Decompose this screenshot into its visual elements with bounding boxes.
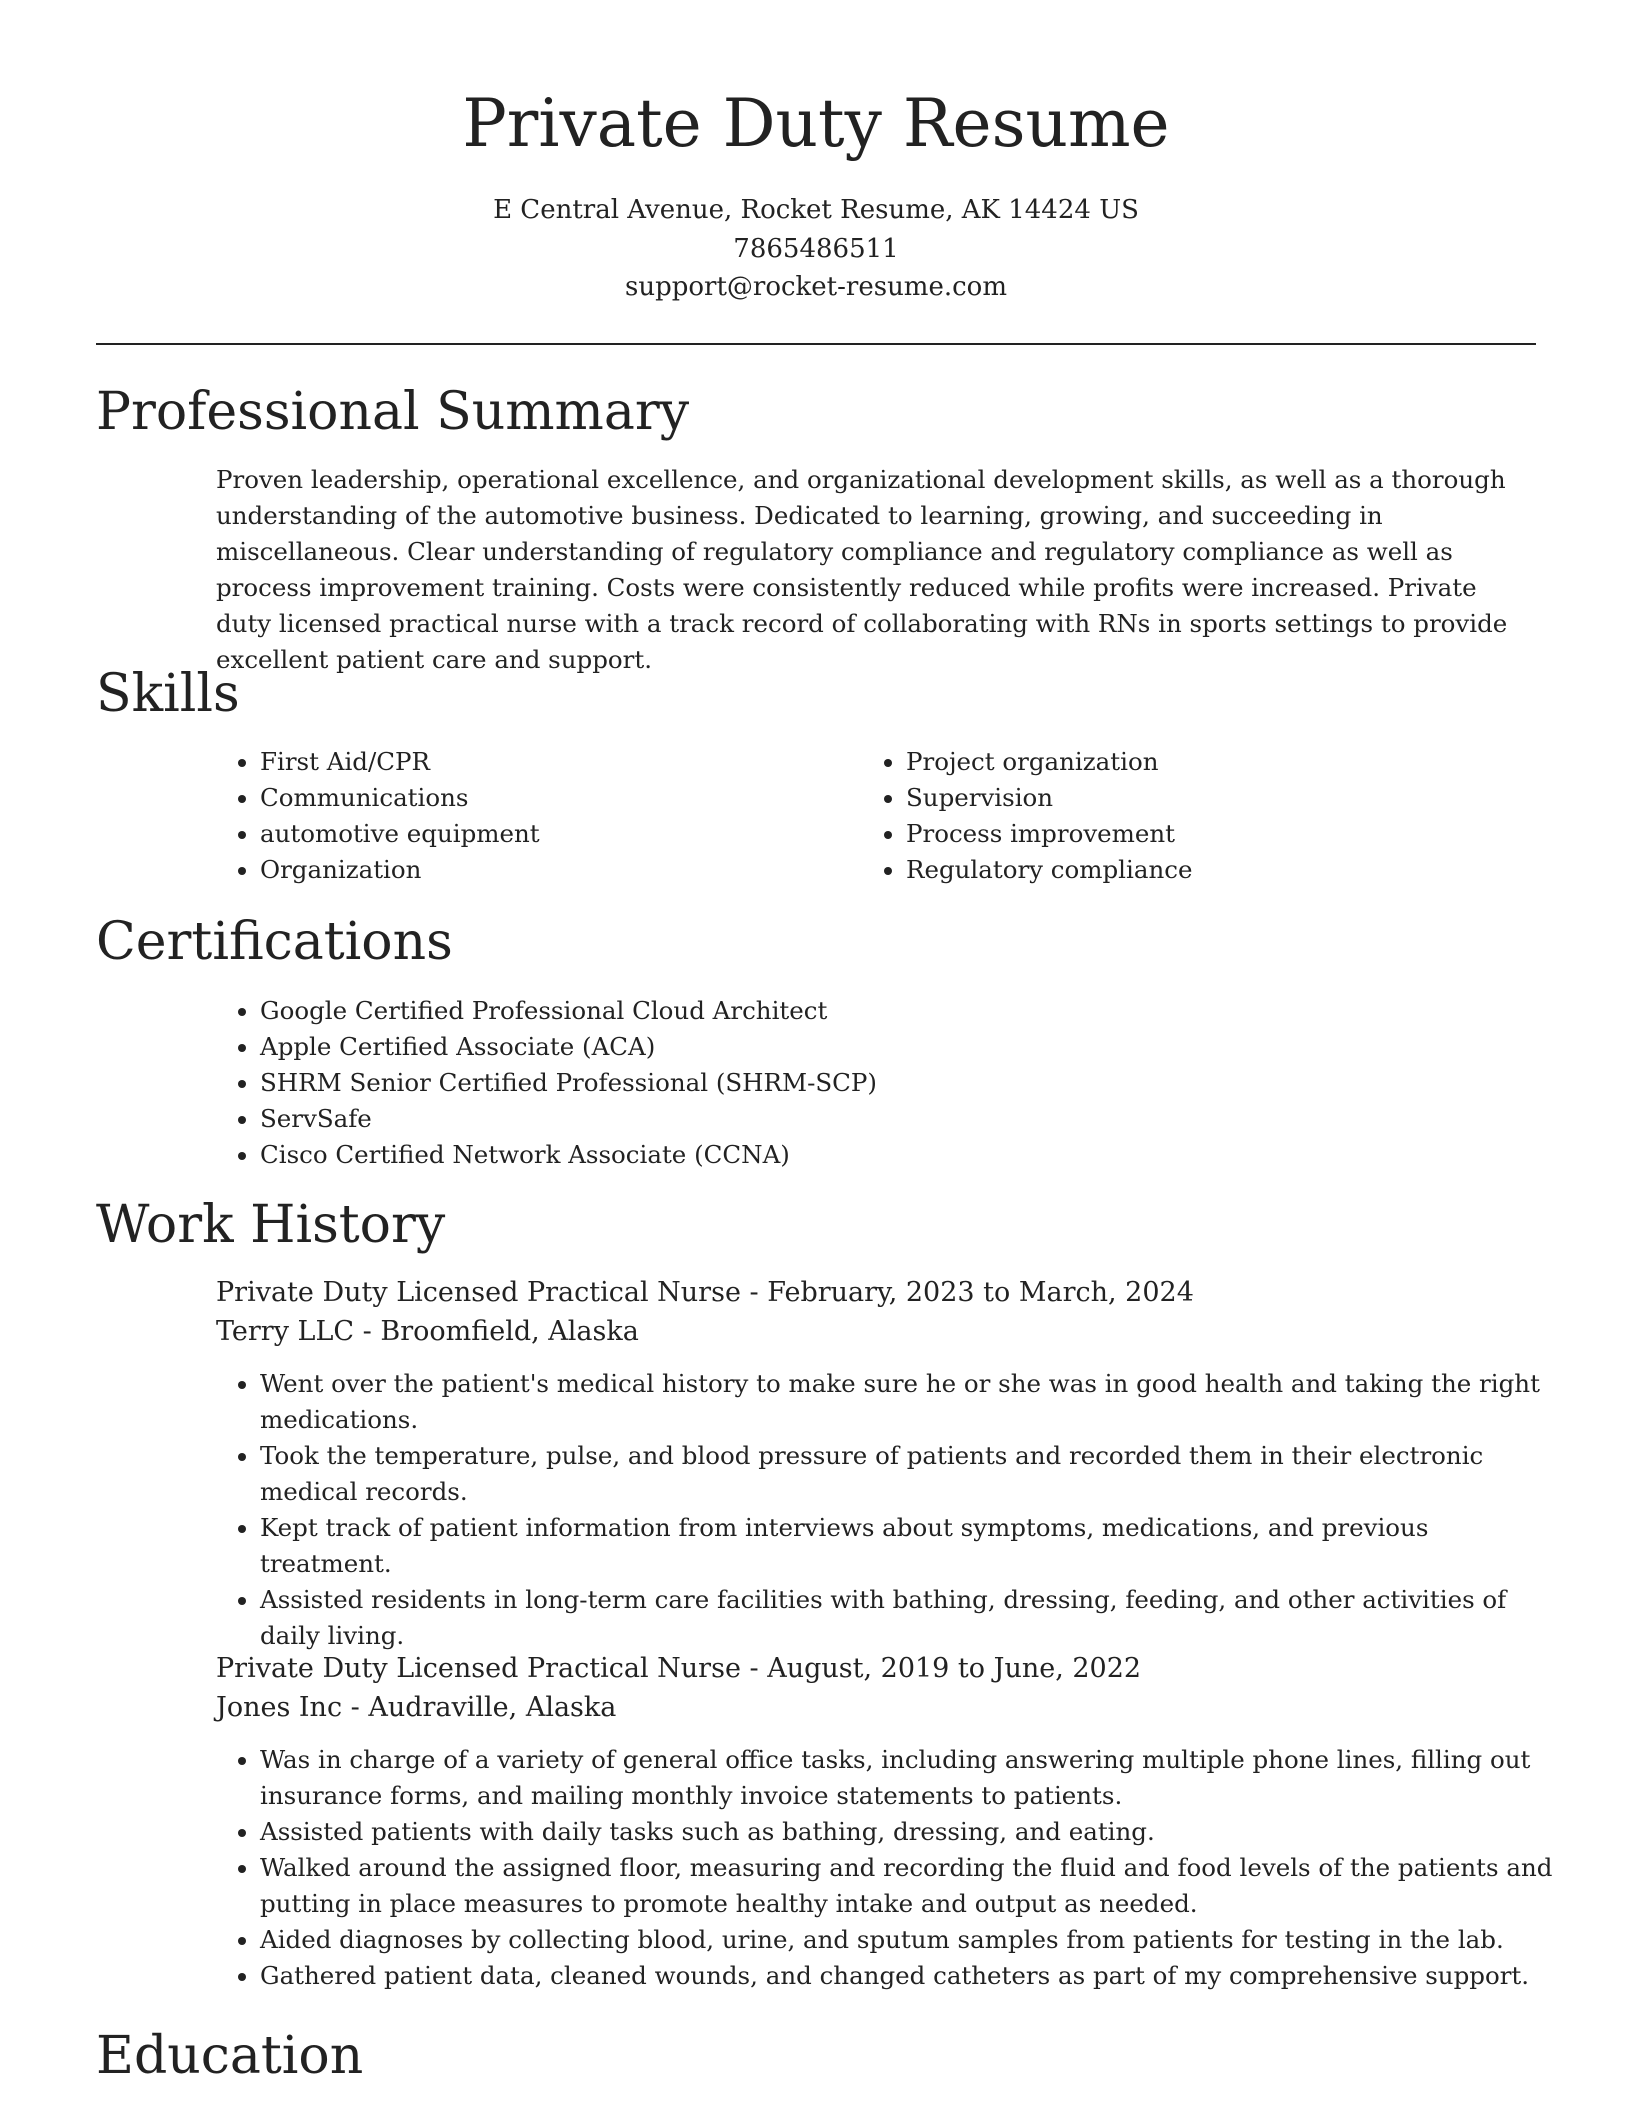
certification-item: • SHRM Senior Certified Professional (SHRM-SCP) — [260, 1065, 1560, 1101]
job-bullet: • Took the temperature, pulse, and blood pressure of patients and recorded them in their electronic medical records. — [260, 1438, 1560, 1510]
skill-item: • First Aid/CPR — [260, 744, 820, 780]
skills-list-right — [862, 744, 1466, 888]
job-bullets — [216, 1742, 1560, 1994]
resume-name: Private Duty Resume — [462, 85, 1170, 162]
summary-text: Proven leadership, operational excellence, and organizational development skills, as well as a thorough understanding of the automotive business. Dedicated to learning, growing, and succeeding in miscellaneous. Clear understanding of regulatory compliance and regulatory compliance as well as process improvement training. Costs were consistently reduced while profits were increased. Private duty licensed practical nurse with a track record of collaborating with RNs in sports settings to provide excellent patient care and support. — [216, 465, 1508, 674]
header-divider — [96, 343, 1536, 345]
job-title-line: Private Duty Licensed Practical Nurse - August, 2019 to June, 2022 — [216, 1653, 1142, 1684]
section-title-summary: Professional Summary — [96, 382, 690, 442]
certifications-list — [216, 993, 1560, 1173]
job-bullet: • Kept track of patient information from interviews about symptoms, medications, and previous treatment. — [260, 1510, 1560, 1582]
job-bullet: • Aided diagnoses by collecting blood, urine, and sputum samples from patients for testing in the lab. — [260, 1922, 1560, 1958]
skill-item: • Project organization — [906, 744, 1466, 780]
certification-item: • ServSafe — [260, 1101, 1560, 1137]
skills-list-left — [216, 744, 820, 888]
job-bullet: • Went over the patient's medical history to make sure he or she was in good health and taking the right medications. — [260, 1366, 1560, 1438]
certification-item: • Google Certified Professional Cloud Architect — [260, 993, 1560, 1029]
contact-email: support@rocket-resume.com — [624, 272, 1007, 302]
job-bullet: • Walked around the assigned floor, measuring and recording the fluid and food levels of the patients and putting in place measures to promote healthy intake and output as needed. — [260, 1850, 1560, 1922]
job-bullet: • Gathered patient data, cleaned wounds, and changed catheters as part of my comprehensive support. — [260, 1958, 1560, 1994]
certification-item: • Cisco Certified Network Associate (CCNA) — [260, 1137, 1560, 1173]
job-bullet: • Assisted residents in long-term care facilities with bathing, dressing, feeding, and other activities of daily living. — [260, 1582, 1560, 1654]
skill-item: • Process improvement — [906, 816, 1466, 852]
job-bullets — [216, 1366, 1560, 1654]
certification-item: • Apple Certified Associate (ACA) — [260, 1029, 1560, 1065]
contact-address: E Central Avenue, Rocket Resume, AK 14424 US — [493, 195, 1139, 225]
section-title-work-history: Work History — [96, 1195, 446, 1255]
section-title-skills: Skills — [96, 664, 240, 724]
skill-item: • Organization — [260, 852, 820, 888]
skill-item: • automotive equipment — [260, 816, 820, 852]
job-bullet: • Assisted patients with daily tasks such as bathing, dressing, and eating. — [260, 1814, 1560, 1850]
skill-item: • Supervision — [906, 780, 1466, 816]
job-title-line: Private Duty Licensed Practical Nurse - February, 2023 to March, 2024 — [216, 1277, 1194, 1308]
skill-item: • Regulatory compliance — [906, 852, 1466, 888]
section-title-certifications: Certifications — [96, 912, 453, 972]
skill-item: • Communications — [260, 780, 820, 816]
job-company-line: Jones Inc - Audraville, Alaska — [216, 1692, 617, 1723]
job-bullet: • Was in charge of a variety of general office tasks, including answering multiple phone lines, filling out insurance forms, and mailing monthly invoice statements to patients. — [260, 1742, 1560, 1814]
contact-phone: 7865486511 — [733, 234, 899, 264]
job-company-line: Terry LLC - Broomfield, Alaska — [216, 1316, 639, 1347]
section-title-education: Education — [96, 2026, 364, 2086]
